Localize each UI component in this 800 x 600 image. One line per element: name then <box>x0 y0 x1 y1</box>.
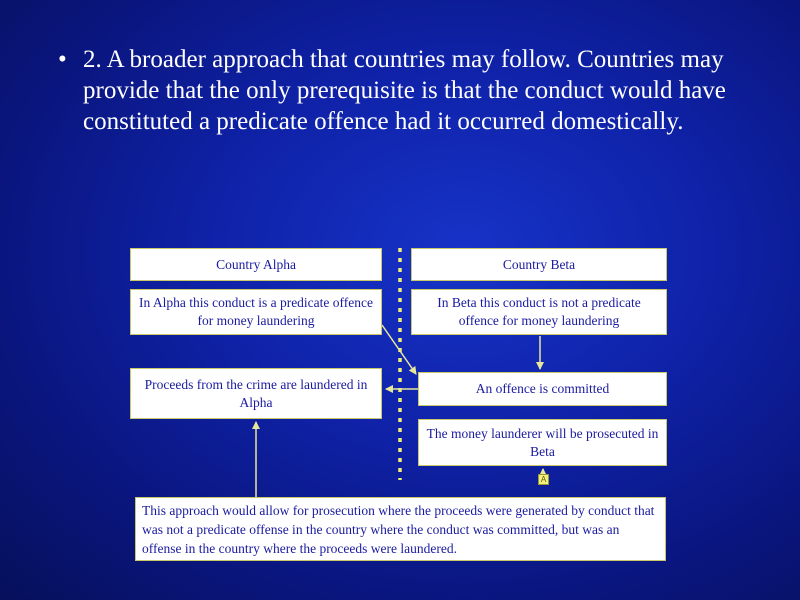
explanation-text: This approach would allow for prosecution where the proceeds were generated by conduct that was not a predicate offense in the country where the conduct was committed, but was an offense in the country where the proceeds were laundered. <box>142 502 655 556</box>
prosecuted-text: The money launderer will be prosecuted in Beta <box>426 425 659 459</box>
bullet-text: 2. A broader approach that countries may follow. Countries may provide that the only prerequisite is that the conduct would have constituted a predicate offence had it occurred domestically. <box>83 46 726 135</box>
anchor-marker-label: A <box>540 475 547 484</box>
country-beta-box <box>411 248 667 281</box>
proceeds-laundered-text: Proceeds from the crime are laundered in Alpha <box>144 376 368 410</box>
country-beta-label: Country Beta <box>502 256 576 272</box>
offence-committed-text: An offence is committed <box>475 381 610 396</box>
alpha-conduct-box <box>130 289 382 335</box>
country-alpha-label: Country Alpha <box>216 256 296 272</box>
proceeds-laundered-box <box>130 368 382 419</box>
bullet-marker: • <box>58 46 67 73</box>
offence-committed-box <box>418 372 667 406</box>
anchor-marker-icon <box>538 474 549 485</box>
alpha-conduct-text: In Alpha this conduct is a predicate offence for money laundering <box>138 295 374 328</box>
explanation-box <box>135 497 666 561</box>
beta-conduct-box <box>411 289 667 335</box>
beta-conduct-text: In Beta this conduct is not a predicate offence for money laundering <box>437 295 641 328</box>
country-alpha-box <box>130 248 382 281</box>
prosecuted-box <box>418 419 667 466</box>
